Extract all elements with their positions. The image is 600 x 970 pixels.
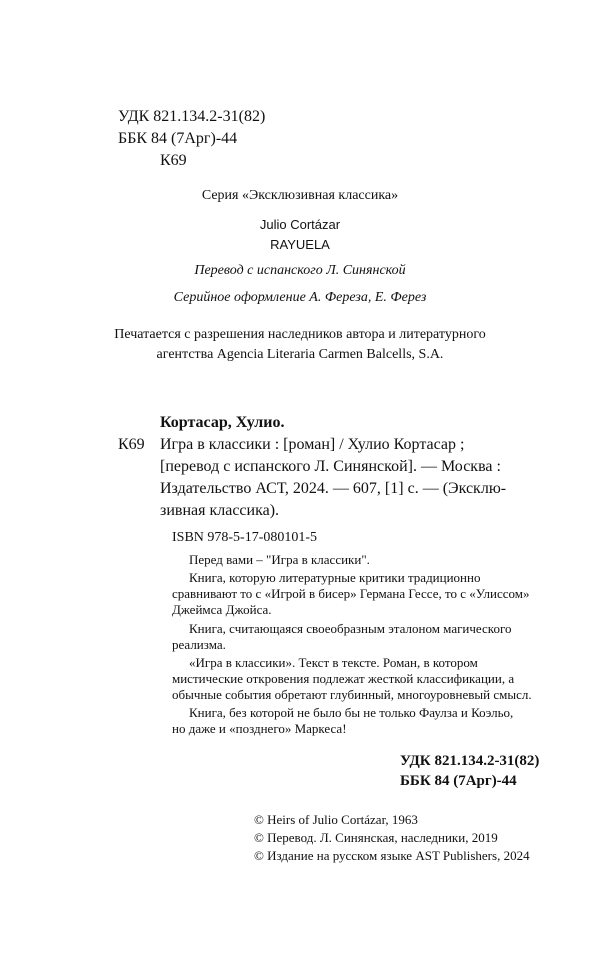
annotation-line: мистические откровения подлежат жесткой классификации, а xyxy=(172,671,515,686)
annotation-line: обычные события обретают глубинный, многоуровневый смысл. xyxy=(172,687,532,702)
annotation-line: Перед вами – "Игра в классики". xyxy=(189,552,370,567)
catalog-line-1: Игра в классики : [роман] / Хулио Кортасар ; xyxy=(160,436,465,453)
annotation-line: сравнивают то с «Игрой в бисер» Германа Гессе, то с «Улиссом» xyxy=(172,586,530,601)
copyright-line: © Heirs of Julio Cortázar, 1963 xyxy=(254,812,418,827)
permission-line-1: Печатается с разрешения наследников автора и литературного xyxy=(114,327,486,342)
catalog-author-heading: Кортасар, Хулио. xyxy=(160,414,285,431)
annotation-line: реализма. xyxy=(172,637,226,652)
catalog-line-4: зивная классика). xyxy=(160,502,280,519)
annotation-line: но даже и «позднего» Маркеса! xyxy=(172,721,347,736)
permission-line-2: агентства Agencia Literaria Carmen Balcells, S.A. xyxy=(156,347,444,362)
annotation-line: Книга, которую литературные критики традиционно xyxy=(189,570,481,585)
original-author: Julio Cortázar xyxy=(259,217,341,232)
original-title: RAYUELA xyxy=(270,237,330,252)
annotation-line: Книга, без которой не было бы не только Фаулза и Коэльо, xyxy=(189,705,514,720)
annotation-line: Джеймса Джойса. xyxy=(172,602,272,617)
annotation-line: «Игра в классики». Текст в тексте. Роман, в котором xyxy=(189,655,478,670)
series-line: Серия «Эксклюзивная классика» xyxy=(201,188,399,203)
copyright-line: © Перевод. Л. Синянская, наследники, 2019 xyxy=(254,830,498,845)
bbk-top: ББК 84 (7Арг)-44 xyxy=(118,130,238,147)
design-credit: Серийное оформление А. Фереза, Е. Ферез xyxy=(173,290,427,305)
translation-credit: Перевод с испанского Л. Синянской xyxy=(194,263,406,278)
author-mark-top: К69 xyxy=(160,152,187,169)
udk-top: УДК 821.134.2-31(82) xyxy=(118,108,266,125)
copyright-line: © Издание на русском языке AST Publishers, 2024 xyxy=(254,848,530,863)
catalog-line-3: Издательство АСТ, 2024. — 607, [1] с. — (Эксклю- xyxy=(160,480,507,497)
isbn: ISBN 978-5-17-080101-5 xyxy=(172,530,318,545)
catalog-line-2: [перевод с испанского Л. Синянской]. — Москва : xyxy=(160,458,501,475)
udk-bottom: УДК 821.134.2-31(82) xyxy=(400,753,540,769)
bbk-bottom: ББК 84 (7Арг)-44 xyxy=(400,773,517,789)
catalog-mark: К69 xyxy=(118,436,145,453)
annotation-line: Книга, считающаяся своеобразным эталоном магического xyxy=(189,621,512,636)
